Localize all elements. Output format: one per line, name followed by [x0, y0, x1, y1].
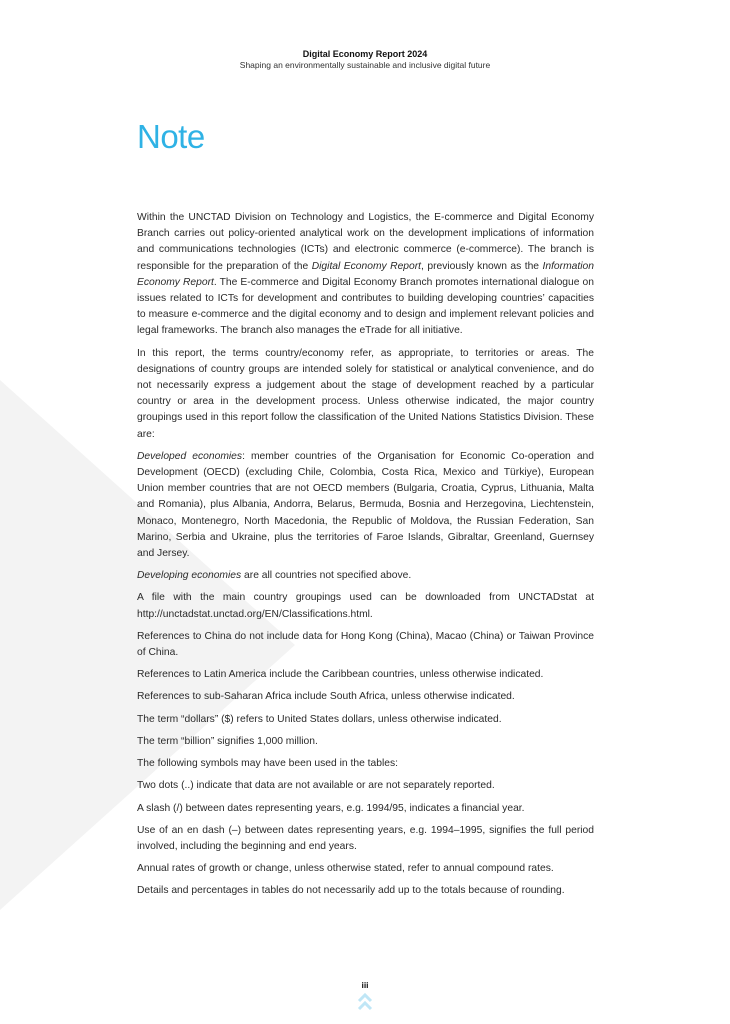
page-number: iii [361, 980, 369, 990]
paragraph-china-references: References to China do not include data for Hong Kong (China), Macao (China) or Taiwan Province of China. [137, 630, 594, 659]
paragraph-sub-saharan-africa: References to sub-Saharan Africa include South Africa, unless otherwise indicated. [137, 691, 515, 703]
note-body [137, 210, 594, 906]
paragraph-developing-economies: Developing economies are all countries not specified above. [137, 570, 412, 582]
paragraph-rounding: Details and percentages in tables do not necessarily add up to the totals because of rounding. [137, 885, 565, 897]
report-title: Digital Economy Report 2024 [302, 49, 428, 59]
paragraph-two-dots: Two dots (..) indicate that data are not available or are not separately reported. [137, 780, 495, 792]
paragraph-latin-america: References to Latin America include the Caribbean countries, unless otherwise indicated. [137, 669, 544, 681]
running-header [0, 48, 730, 71]
paragraph-billion: The term “billion” signifies 1,000 million. [137, 735, 318, 747]
paragraph-country-terms: In this report, the terms country/economy refer, as appropriate, to territories or areas. The designations of country groups are intended solely for statistical or analytical convenience, and do not necessarily express a judgement about the stage of development reached by a particular country or area in the development process. Unless otherwise indicated, the major country groupings used in this report follow the classification of the United Nations Statistics Division. These are: [137, 347, 594, 440]
paragraph-en-dash: Use of an en dash (–) between dates representing years, e.g. 1994–1995, signifies the full period involved, including the beginning and end years. [137, 824, 594, 852]
paragraph-symbols-intro: The following symbols may have been used in the tables: [137, 758, 399, 770]
paragraph-dollars: The term “dollars” ($) refers to United States dollars, unless otherwise indicated. [137, 713, 502, 725]
paragraph-slash: A slash (/) between dates representing years, e.g. 1994/95, indicates a financial year. [137, 802, 525, 814]
paragraph-developed-economies: Developed economies: member countries of the Organisation for Economic Co-operation and Development (OECD) (excluding Chile, Colombia, Costa Rica, Mexico and Türkiye), European Union member countries that are not OECD members (Bulgaria, Croatia, Cyprus, Lithuania, Malta and Romania), plus Albania, Andorra, Belarus, Bermuda, Bosnia and Herzegovina, Liechtenstein, Monaco, Montenegro, North Macedonia, the Republic of Moldova, the Russian Federation, San Marino, Serbia and Ukraine, plus the territories of Faroe Islands, Gibraltar, Greenland, Guernsey and Jersey. [137, 450, 594, 560]
paragraph-division-description: Within the UNCTAD Division on Technology and Logistics, the E-commerce and Digital Economy Branch carries out policy-oriented analytical work on the development implications of information and communications technologies (ICTs) and electronic commerce (e-commerce). The branch is responsible for the preparation of the Digital Economy Report, previously known as the Information Economy Report. The E-commerce and Digital Economy Branch promotes international dialogue on issues related to ICTs for development and contributes to building developing countries’ capacities to measure e-commerce and the digital economy and to design and implement relevant policies and legal frameworks. The branch also manages the eTrade for all initiative. [137, 212, 594, 337]
paragraph-country-groupings-file: A file with the main country groupings used can be downloaded from UNCTADstat at http://unctadstat.unctad.org/EN/Classifications.html. [137, 592, 594, 620]
page-title: Note [137, 118, 205, 155]
report-subtitle: Shaping an environmentally sustainable and inclusive digital future [239, 60, 491, 70]
chevron-up-icon [357, 992, 373, 1012]
paragraph-growth-rates: Annual rates of growth or change, unless otherwise stated, refer to annual compound rates. [137, 863, 554, 875]
page-footer [0, 980, 730, 1012]
